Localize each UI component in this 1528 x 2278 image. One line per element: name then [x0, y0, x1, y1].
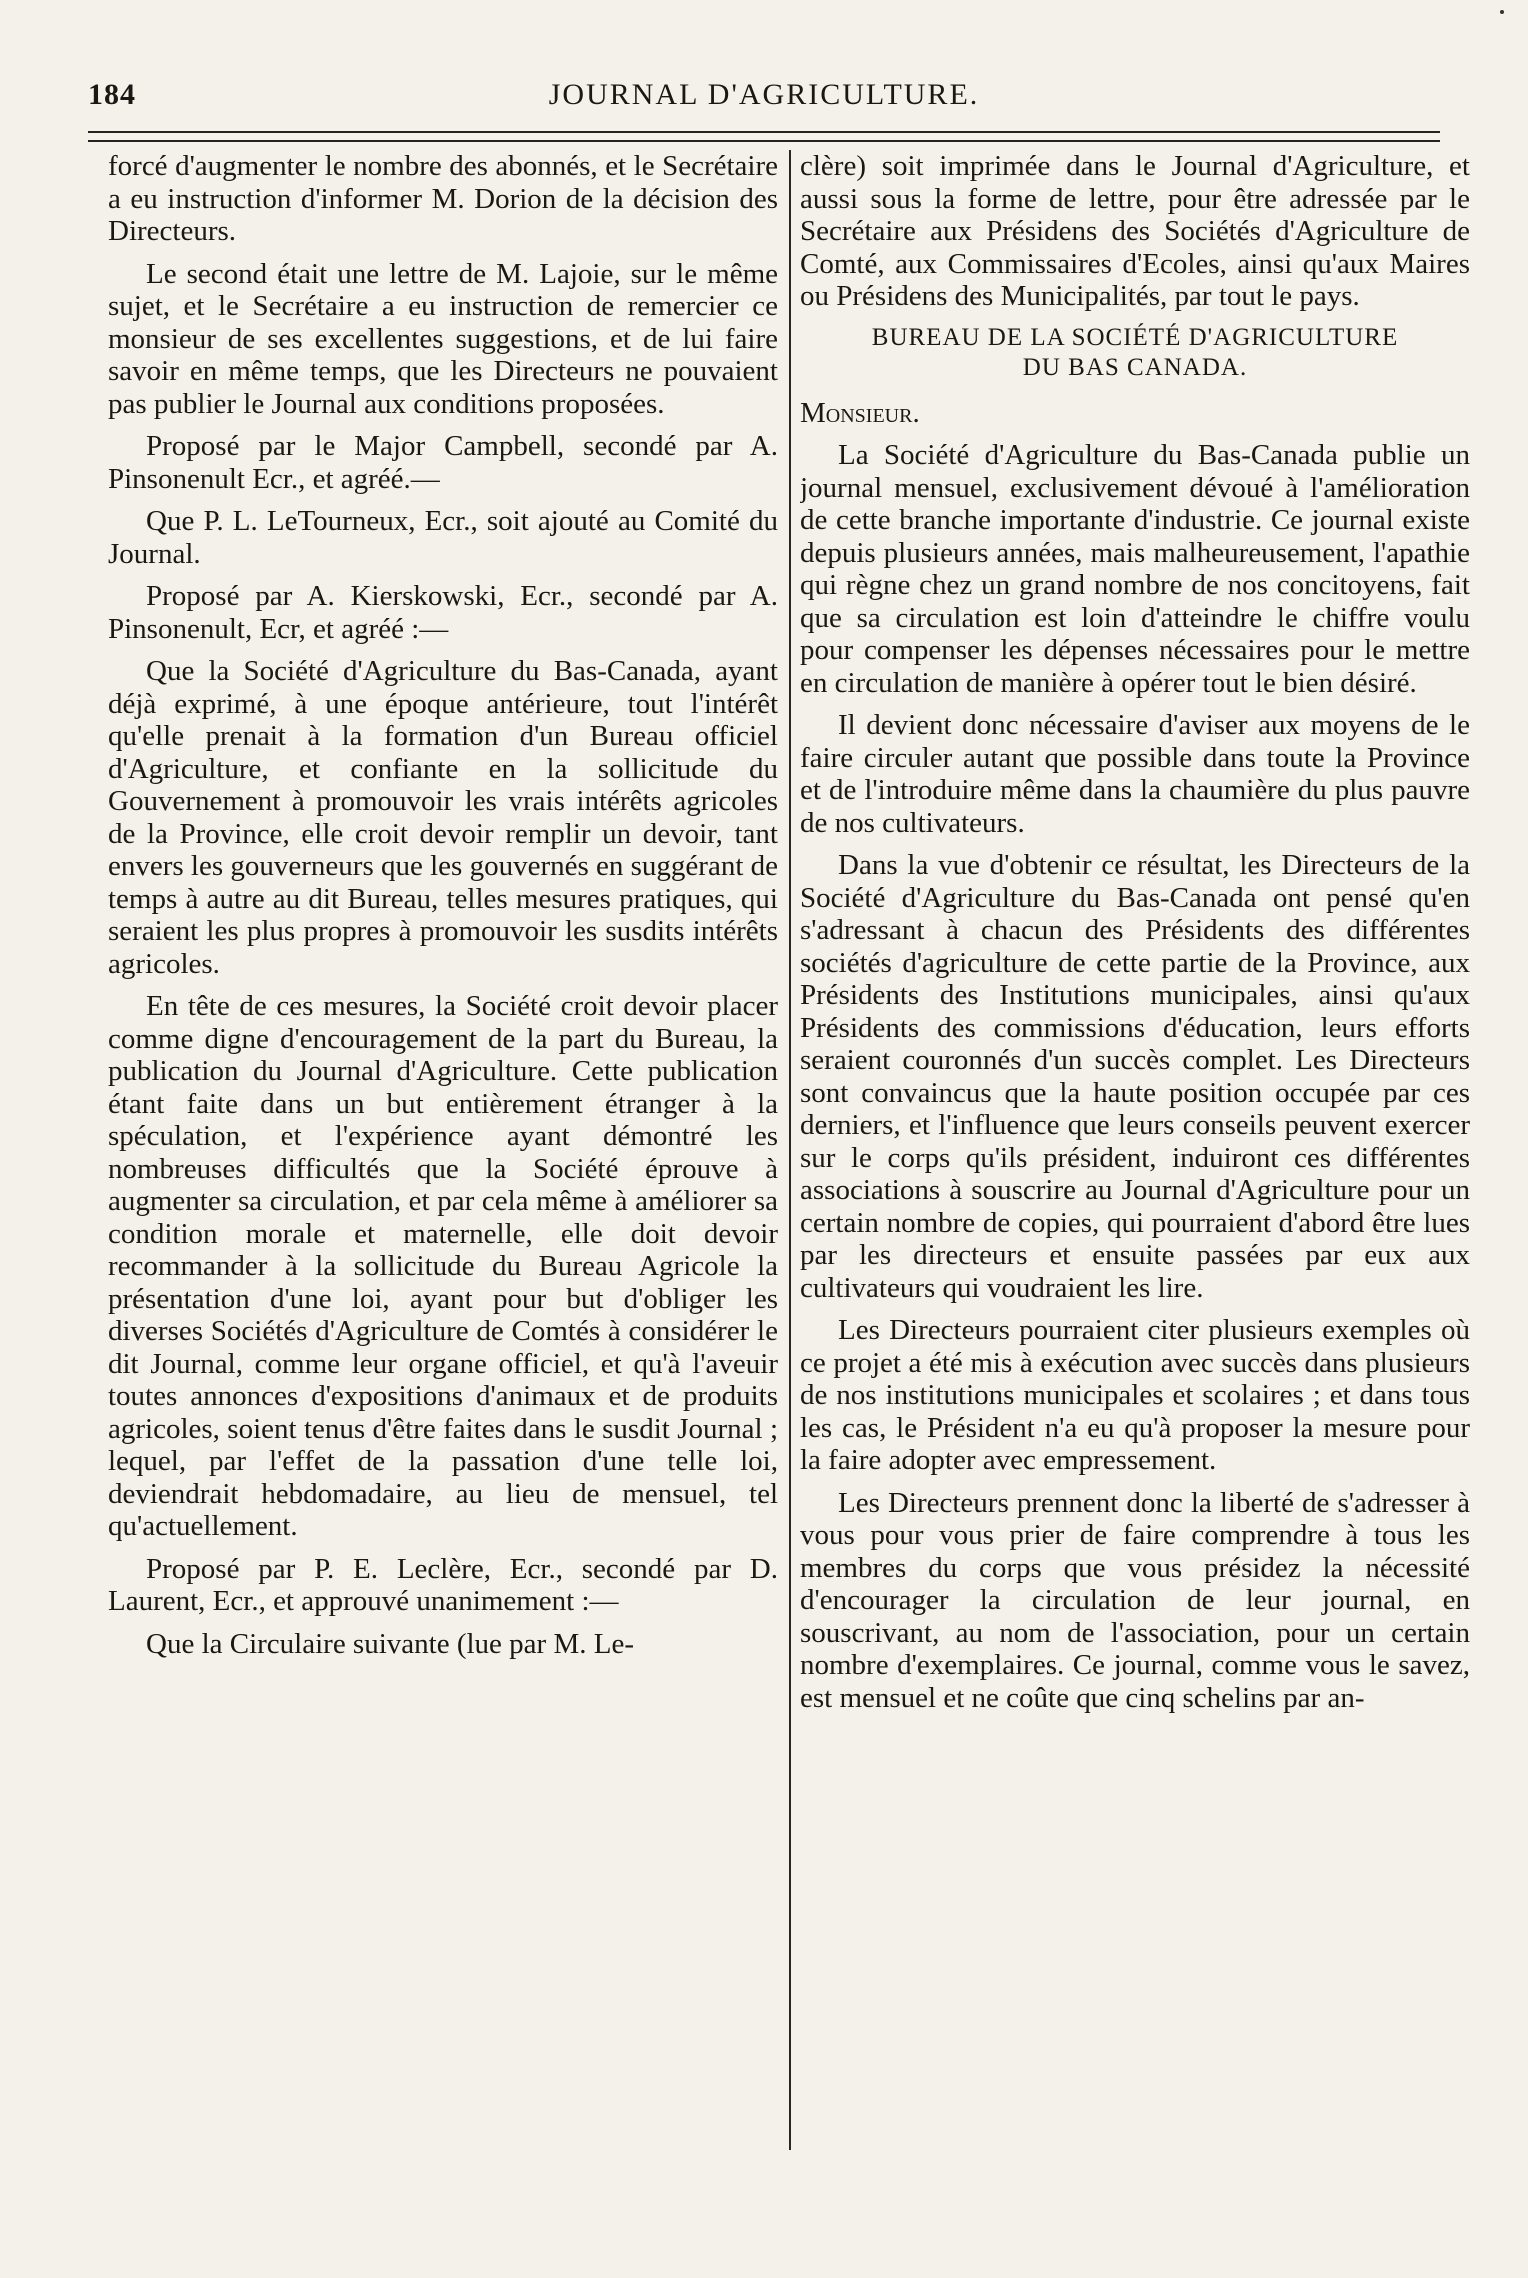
right-column	[800, 150, 1470, 2180]
paragraph: Dans la vue d'obtenir ce résultat, les Directeurs de la Société d'Agriculture du Bas-Canada ont pensé qu'en s'adressant à chacun des Présidents des différentes sociétés d'agriculture de cette partie de la Province, aux Présidents des Institutions municipales, ainsi qu'aux Présidents des commissions d'éducation, leurs efforts seraient couronnés d'un succès complet. Les Directeurs sont convaincus que la haute position occupée par ces derniers, et l'influence que leurs conseils peuvent exercer sur le corps qu'ils président, induiront ces différentes associations à souscrire au Journal d'Agriculture pour un certain nombre de copies, qui pourraient d'abord être lues par les directeurs et ensuite passées par eux aux cultivateurs qui voudraient les lire.	[800, 849, 1470, 1304]
paragraph: clère) soit imprimée dans le Journal d'Agriculture, et aussi sous la forme de lettre, pour être adressée par le Secrétaire aux Présidens des Sociétés d'Agriculture de Comté, aux Commissaires d'Ecoles, ainsi qu'aux Maires ou Présidens des Municipalités, par tout le pays.	[800, 150, 1470, 312]
paragraph: Les Directeurs pourraient citer plusieurs exemples où ce projet a été mis à exécution avec succès dans plusieurs de nos institutions municipales et scolaires ; et dans tous les cas, le Président n'a eu qu'à proposer la mesure pour la faire adopter avec empressement.	[800, 1314, 1470, 1476]
ink-speck	[1500, 10, 1504, 14]
header-double-rule	[88, 131, 1440, 142]
office-heading-line: BUREAU DE LA SOCIÉTÉ D'AGRICULTURE	[871, 323, 1399, 351]
paragraph: Les Directeurs prennent donc la liberté de s'adresser à vous pour vous prier de faire comprendre à tous les membres du corps que vous présidez la nécessité d'encourager la circulation de leur journal, en souscrivant, au nom de l'association, pour un certain nombre d'exemplaires. Ce journal, comme vous le savez, est mensuel et ne coûte que cinq schelins par an-	[800, 1486, 1470, 1714]
left-column	[108, 150, 778, 2180]
paragraph: Que la Société d'Agriculture du Bas-Canada, ayant déjà exprimé, à une époque antérieure, tout l'intérêt qu'elle prenait à la formation d'un Bureau officiel d'Agriculture, et confiante en la sollicitude du Gouvernement à promouvoir les vrais intérêts agricoles de la Province, elle croit devoir remplir un devoir, tant envers les gouverneurs que les gouvernés en suggérant de temps à autre au dit Bureau, telles mesures pratiques, qui seraient les plus propres à promouvoir les susdits intérêts agricoles.	[108, 655, 778, 980]
office-heading-line: DU BAS CANADA.	[1022, 353, 1248, 381]
paragraph: Proposé par A. Kierskowski, Ecr., secondé par A. Pinsonenult, Ecr, et agréé :—	[108, 580, 778, 645]
column-divider	[789, 150, 791, 2150]
paragraph: Proposé par le Major Campbell, secondé par A. Pinsonenult Ecr., et agréé.—	[108, 430, 778, 495]
paragraph: Que la Circulaire suivante (lue par M. Le-	[146, 1627, 634, 1660]
paragraph: La Société d'Agriculture du Bas-Canada publie un journal mensuel, exclusivement dévoué à l'amélioration de cette branche importante d'industrie. Ce journal existe depuis plusieurs années, mais malheureusement, l'apathie qui règne chez un grand nombre de nos concitoyens, fait que sa circulation est loin d'atteindre le chiffre voulu pour compenser les dépenses nécessaires pour le mettre en circulation de manière à opérer tout le bien désiré.	[800, 439, 1470, 699]
paragraph: forcé d'augmenter le nombre des abonnés, et le Secrétaire a eu instruction d'informer M. Dorion de la décision des Directeurs.	[108, 150, 778, 247]
paragraph: En tête de ces mesures, la Société croit devoir placer comme digne d'encouragement de la part du Bureau, la publication du Journal d'Agriculture. Cette publication étant faite dans un but entièrement étranger à la spéculation, et l'expérience ayant démontré les nombreuses difficultés que la Société éprouve à augmenter sa circulation, et par cela même à améliorer sa condition morale et maternelle, elle doit devoir recommander à la sollicitude du Bureau Agricole la présentation d'une loi, ayant pour but d'obliger les diverses Sociétés d'Agriculture de Comtés à considérer le dit Journal, comme leur organe officiel, et qu'à l'aveuir toutes annonces d'expositions d'animaux et de produits agricoles, soient tenus d'être faites dans le susdit Journal ; lequel, par l'effet de la passation d'une telle loi, deviendrait hebdomadaire, au lieu de mensuel, tel qu'actuellement.	[108, 990, 778, 1542]
paragraph: Le second était une lettre de M. Lajoie, sur le même sujet, et le Secrétaire a eu instruction de remercier ce monsieur de ses excellentes suggestions, et de lui faire savoir en même temps, que les Directeurs ne pouvaient pas publier le Journal aux conditions proposées.	[108, 257, 778, 420]
running-head	[88, 78, 1440, 122]
paragraph: Il devient donc nécessaire d'aviser aux moyens de le faire circuler autant que possible dans toute la Province et de l'introduire même dans la chaumière du plus pauvre de nos cultivateurs.	[800, 709, 1470, 839]
office-heading	[800, 323, 1470, 383]
paragraph: Proposé par P. E. Leclère, Ecr., secondé par D. Laurent, Ecr., et approuvé unanimement :—	[108, 1552, 778, 1617]
page-number: 184	[88, 78, 136, 111]
journal-title: JOURNAL D'AGRICULTURE.	[548, 78, 980, 111]
paragraph: Que P. L. LeTourneux, Ecr., soit ajouté au Comité du Journal.	[108, 505, 778, 570]
salutation: Monsieur.	[800, 396, 920, 429]
